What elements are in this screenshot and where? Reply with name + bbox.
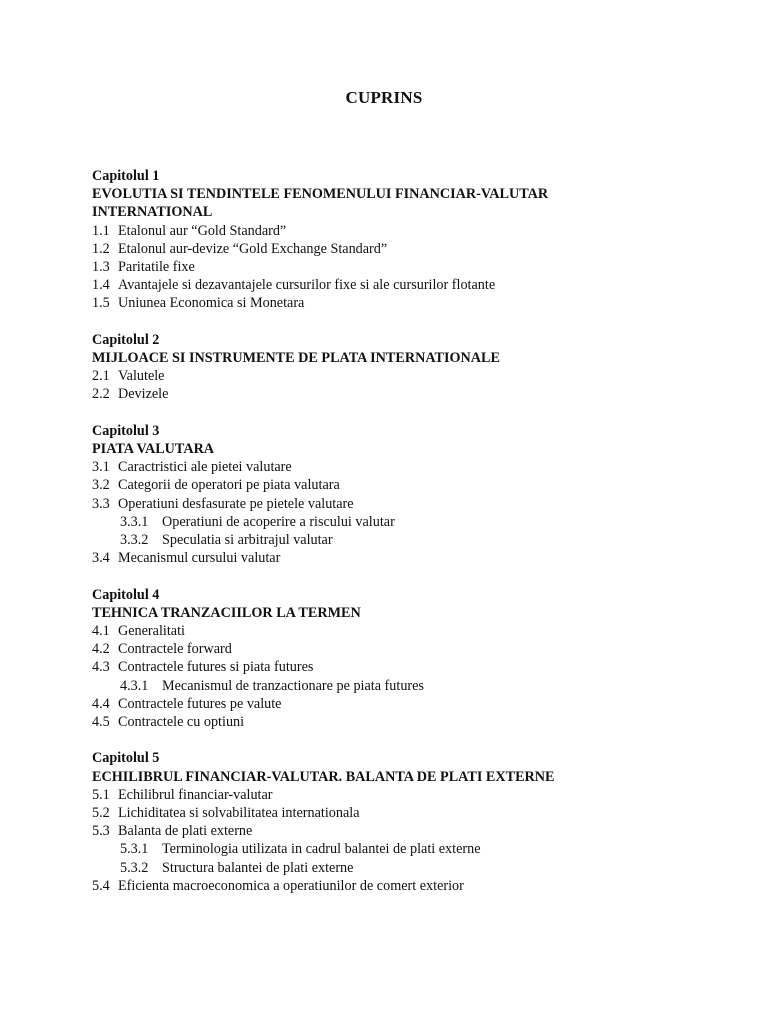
section-title: Contractele futures si piata futures [118, 659, 314, 676]
chapter-section [92, 331, 692, 404]
toc-section-entry [92, 385, 692, 403]
table-of-contents [92, 167, 692, 913]
chapter-title: ECHILIBRUL FINANCIAR-VALUTAR. BALANTA DE PLATI EXTERNE [92, 768, 555, 785]
section-number: 4.4 [92, 695, 110, 712]
toc-subsection-entry [92, 840, 692, 858]
chapter-label: Capitolul 5 [92, 750, 160, 767]
chapter-title: MIJLOACE SI INSTRUMENTE DE PLATA INTERNATIONALE [92, 350, 500, 367]
section-number: 1.3 [92, 259, 110, 276]
section-number: 4.5 [92, 714, 110, 731]
toc-subsection-entry [92, 677, 692, 695]
section-number: 1.4 [92, 277, 110, 294]
section-title: Structura balantei de plati externe [162, 859, 354, 876]
toc-section-entry [92, 622, 692, 640]
chapter-section [92, 167, 692, 313]
section-title: Generalitati [118, 623, 185, 640]
toc-section-entry [92, 549, 692, 567]
toc-section-entry [92, 222, 692, 240]
chapter-title: PIATA VALUTARA [92, 441, 215, 458]
section-title: Contractele forward [118, 641, 232, 658]
section-number: 3.4 [92, 550, 110, 567]
section-title: Caractristici ale pietei valutare [118, 459, 292, 476]
toc-section-entry [92, 258, 692, 276]
toc-section-entry [92, 640, 692, 658]
section-number: 3.2 [92, 477, 110, 494]
section-number: 2.2 [92, 386, 110, 403]
section-number: 1.1 [92, 222, 110, 239]
section-title: Operatiuni desfasurate pe pietele valutare [118, 495, 354, 512]
toc-section-entry [92, 294, 692, 312]
section-title: Lichiditatea si solvabilitatea internationala [118, 805, 360, 822]
section-title: Speculatia si arbitrajul valutar [162, 532, 333, 549]
section-number: 5.1 [92, 786, 110, 803]
section-number: 3.1 [92, 459, 110, 476]
toc-section-entry [92, 367, 692, 385]
section-title: Operatiuni de acoperire a riscului valutar [162, 513, 395, 530]
section-number: 5.2 [92, 805, 110, 822]
section-number: 4.1 [92, 623, 110, 640]
section-number: 4.3.1 [120, 677, 149, 694]
toc-section-entry [92, 877, 692, 895]
section-number: 5.3.2 [120, 859, 149, 876]
section-number: 5.3.1 [120, 841, 149, 858]
toc-section-entry [92, 658, 692, 676]
section-number: 1.2 [92, 240, 110, 257]
chapter-section [92, 586, 692, 732]
toc-subsection-entry [92, 859, 692, 877]
section-title: Mecanismul cursului valutar [118, 550, 281, 567]
toc-section-entry [92, 822, 692, 840]
toc-section-entry [92, 713, 692, 731]
toc-section-entry [92, 240, 692, 258]
section-number: 3.3.1 [120, 513, 149, 530]
section-title: Avantajele si dezavantajele cursurilor fixe si ale cursurilor flotante [118, 277, 496, 294]
toc-section-entry [92, 476, 692, 494]
section-number: 1.5 [92, 295, 110, 312]
section-title: Contractele futures pe valute [118, 695, 282, 712]
section-title: Etalonul aur-devize “Gold Exchange Standard” [118, 240, 388, 257]
chapter-title: EVOLUTIA SI TENDINTELE FENOMENULUI FINANCIAR-VALUTAR INTERNATIONAL [92, 186, 549, 221]
chapter-title: TEHNICA TRANZACIILOR LA TERMEN [92, 604, 361, 621]
toc-section-entry [92, 458, 692, 476]
chapter-section [92, 422, 692, 568]
section-title: Balanta de plati externe [118, 823, 253, 840]
section-title: Etalonul aur “Gold Standard” [118, 222, 287, 239]
chapter-section [92, 749, 692, 895]
section-number: 4.2 [92, 641, 110, 658]
section-title: Terminologia utilizata in cadrul balantei de plati externe [162, 841, 481, 858]
toc-subsection-entry [92, 513, 692, 531]
section-title: Categorii de operatori pe piata valutara [118, 477, 340, 494]
section-title: Echilibrul financiar-valutar [118, 786, 273, 803]
section-number: 5.4 [92, 877, 110, 894]
section-title: Paritatile fixe [118, 259, 195, 276]
chapter-label: Capitolul 1 [92, 168, 160, 184]
section-title: Mecanismul de tranzactionare pe piata futures [162, 677, 424, 694]
page-title: CUPRINS [345, 88, 423, 107]
chapter-label: Capitolul 4 [92, 586, 160, 603]
toc-section-entry [92, 786, 692, 804]
section-number: 4.3 [92, 659, 110, 676]
toc-section-entry [92, 495, 692, 513]
chapter-label: Capitolul 3 [92, 422, 160, 439]
section-title: Contractele cu optiuni [118, 714, 245, 731]
toc-section-entry [92, 276, 692, 294]
section-number: 2.1 [92, 368, 110, 385]
section-number: 3.3.2 [120, 532, 149, 549]
chapter-label: Capitolul 2 [92, 331, 160, 348]
section-number: 5.3 [92, 823, 110, 840]
toc-section-entry [92, 804, 692, 822]
toc-subsection-entry [92, 531, 692, 549]
toc-section-entry [92, 695, 692, 713]
section-title: Eficienta macroeconomica a operatiunilor de comert exterior [118, 877, 464, 894]
section-title: Devizele [118, 386, 169, 403]
section-title: Uniunea Economica si Monetara [118, 295, 305, 312]
section-title: Valutele [118, 368, 165, 385]
section-number: 3.3 [92, 495, 110, 512]
